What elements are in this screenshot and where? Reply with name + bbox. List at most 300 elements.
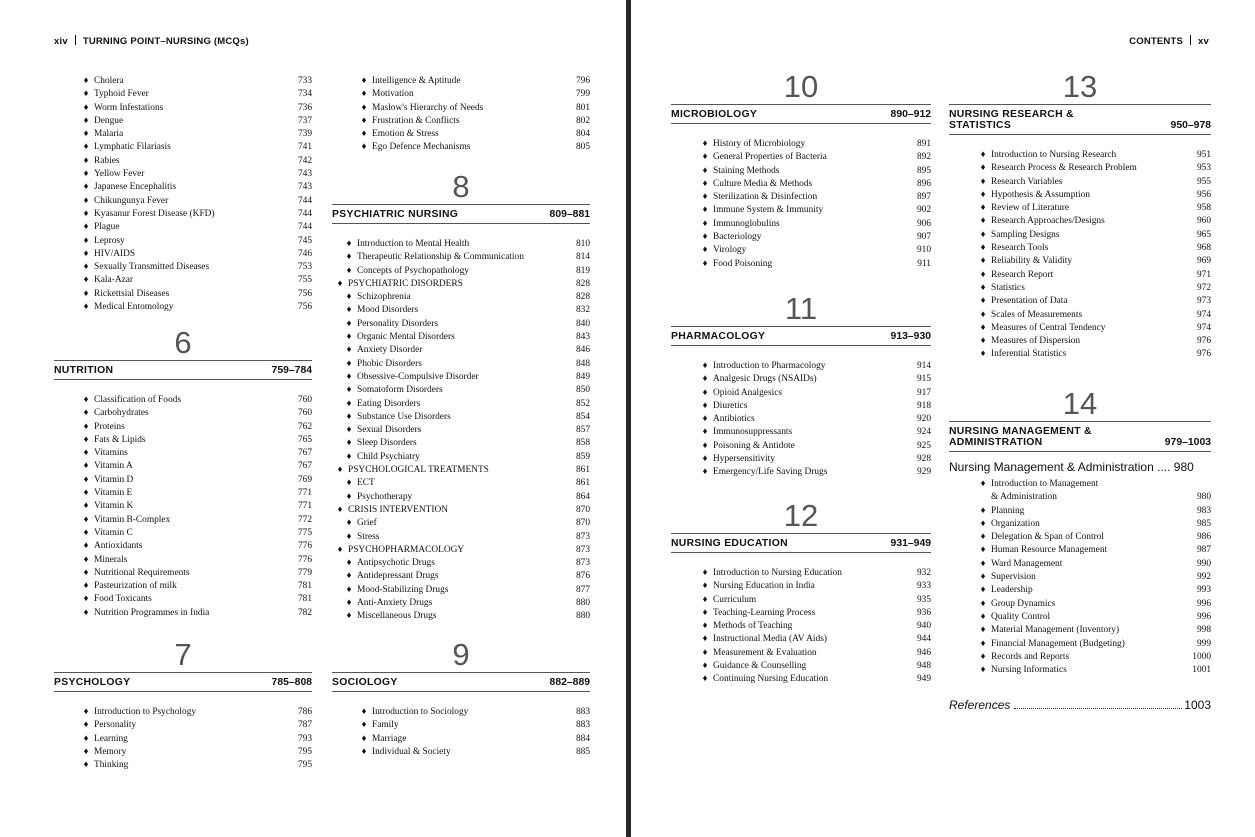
item-label: Nutrition Programmes in India	[94, 607, 210, 618]
list-item	[975, 242, 1211, 255]
list-item	[332, 464, 590, 477]
item-page: 917	[916, 387, 931, 398]
list-item	[332, 451, 590, 464]
list-item	[332, 557, 590, 570]
bullet-icon: ♦	[361, 115, 367, 126]
item-page: 932	[916, 568, 931, 578]
item-page: 765	[297, 434, 312, 445]
item-label: Sampling Designs	[991, 229, 1060, 240]
item-page: 819	[575, 265, 590, 276]
item-label: Guidance & Counselling	[713, 661, 807, 672]
item-page: 769	[297, 474, 312, 485]
item-page: 986	[1196, 532, 1211, 543]
item-page: 743	[297, 169, 312, 180]
item-page: 880	[575, 598, 590, 609]
item-page: 973	[1196, 296, 1211, 307]
list-item	[78, 759, 312, 772]
item-page: 771	[297, 488, 312, 499]
list-item	[697, 165, 931, 178]
list-item	[697, 373, 931, 386]
bullet-icon: ♦	[702, 594, 708, 605]
bullet-icon: ♦	[702, 414, 708, 425]
item-label: Sexual Disorders	[357, 425, 422, 436]
list-item	[697, 218, 931, 231]
item-page: 848	[575, 358, 590, 369]
list-item	[975, 531, 1211, 544]
item-label: Immunoglobulins	[713, 218, 780, 229]
bullet-icon: ♦	[361, 746, 367, 757]
item-label: Motivation	[372, 89, 414, 100]
bullet-icon: ♦	[702, 581, 708, 592]
bullet-icon: ♦	[980, 296, 986, 307]
bullet-icon: ♦	[980, 532, 986, 543]
item-page: 915	[916, 374, 931, 385]
item-label: Delegation & Span of Control	[991, 532, 1105, 543]
item-label: Introduction to Nursing Research	[991, 150, 1117, 160]
list-item	[78, 75, 312, 88]
item-page: 920	[916, 414, 931, 425]
chapter-number: 10	[783, 69, 819, 104]
item-label: Introduction to Sociology	[372, 707, 469, 717]
item-label: Nursing Informatics	[991, 665, 1067, 676]
toc-list	[356, 706, 590, 759]
list-item	[356, 128, 590, 141]
bullet-icon: ♦	[346, 265, 352, 276]
item-page: 744	[297, 222, 312, 233]
bullet-icon: ♦	[83, 448, 89, 459]
chapter-page-range: 882–889	[549, 677, 590, 688]
item-page: 873	[575, 544, 590, 555]
item-label: Personality	[94, 720, 137, 731]
chapter-title: PSYCHOLOGY	[54, 677, 131, 688]
item-page: 985	[1196, 518, 1211, 529]
item-page: 776	[297, 554, 312, 565]
list-item	[975, 598, 1211, 611]
item-page: 741	[297, 142, 312, 153]
bullet-icon: ♦	[337, 504, 343, 515]
item-label: Yellow Fever	[94, 169, 145, 180]
bullet-icon: ♦	[346, 478, 352, 489]
item-page: 907	[916, 232, 931, 243]
list-item	[78, 567, 312, 580]
chapter-heading	[54, 360, 312, 380]
list-item	[78, 580, 312, 593]
bullet-icon: ♦	[980, 163, 986, 174]
chapter-title: NURSING EDUCATION	[671, 538, 788, 549]
bullet-icon: ♦	[346, 239, 352, 249]
bullet-icon: ♦	[346, 491, 352, 502]
item-page: 742	[297, 155, 312, 166]
item-label: Worm Infestations	[94, 102, 164, 113]
chapter-10-block	[671, 70, 931, 271]
bullet-icon: ♦	[83, 76, 89, 86]
chapter-title: PHARMACOLOGY	[671, 331, 766, 342]
item-label: Continuing Nursing Education	[713, 674, 829, 685]
item-page: 745	[297, 235, 312, 246]
bullet-icon: ♦	[980, 336, 986, 347]
list-item	[697, 620, 931, 633]
list-item	[975, 149, 1211, 162]
list-item	[78, 248, 312, 261]
bullet-icon: ♦	[346, 571, 352, 582]
item-page: 948	[916, 661, 931, 672]
bullet-icon: ♦	[83, 208, 89, 219]
bullet-icon: ♦	[980, 269, 986, 280]
list-item	[78, 208, 312, 221]
list-item	[78, 540, 312, 553]
bullet-icon: ♦	[83, 395, 89, 405]
bullet-icon: ♦	[83, 527, 89, 538]
item-label: Curriculum	[713, 594, 757, 605]
bullet-icon: ♦	[702, 165, 708, 176]
item-page: 850	[575, 385, 590, 396]
chapter-number: 13	[1062, 69, 1098, 104]
item-page: 883	[575, 707, 590, 717]
chapter-title-line-1: NURSING MANAGEMENT &	[949, 426, 1092, 437]
left-folio: xiv	[54, 36, 68, 47]
item-page: 971	[1196, 269, 1211, 280]
bullet-icon: ♦	[83, 707, 89, 717]
bullet-icon: ♦	[346, 611, 352, 622]
list-item	[332, 477, 590, 490]
item-page: 992	[1196, 572, 1211, 583]
bullet-icon: ♦	[346, 385, 352, 396]
item-label: Measures of Dispersion	[991, 336, 1081, 347]
item-page: 870	[575, 518, 590, 529]
list-item	[697, 400, 931, 413]
list-item	[697, 466, 931, 479]
item-page: 756	[297, 302, 312, 313]
item-page: 987	[1196, 545, 1211, 556]
item-label: Planning	[991, 505, 1025, 516]
list-item	[78, 155, 312, 168]
item-page: 793	[297, 733, 312, 744]
list-item	[697, 673, 931, 686]
bullet-icon: ♦	[346, 451, 352, 462]
list-item	[78, 706, 312, 719]
list-item	[697, 594, 931, 607]
book-title: TURNING POINT–NURSING (MCQs)	[82, 36, 249, 47]
bullet-icon: ♦	[980, 229, 986, 240]
bullet-icon: ♦	[346, 318, 352, 329]
list-item	[78, 421, 312, 434]
item-page: 949	[916, 674, 931, 685]
item-page: 968	[1196, 243, 1211, 254]
item-page: 877	[575, 584, 590, 595]
item-label: Frustration & Conflicts	[372, 115, 460, 126]
bullet-icon: ♦	[980, 322, 986, 333]
list-item	[78, 487, 312, 500]
bullet-icon: ♦	[83, 514, 89, 525]
item-page: 996	[1196, 598, 1211, 609]
bullet-icon: ♦	[702, 178, 708, 189]
bullet-icon: ♦	[361, 733, 367, 744]
bullet-icon: ♦	[83, 760, 89, 771]
bullet-icon: ♦	[83, 733, 89, 744]
list-item	[332, 584, 590, 597]
chapter-page-range: 785–808	[271, 677, 312, 688]
bullet-icon: ♦	[702, 427, 708, 438]
item-label: Fats & Lipids	[94, 434, 146, 445]
toc-list	[332, 238, 590, 624]
chapter-8-block	[332, 170, 590, 624]
list-item	[975, 255, 1211, 268]
list-item	[697, 440, 931, 453]
item-label: Leprosy	[94, 235, 125, 246]
toc-list-continued	[356, 75, 590, 155]
item-page: 892	[916, 152, 931, 163]
item-label: Intelligence & Aptitude	[372, 76, 461, 86]
bullet-icon: ♦	[702, 205, 708, 216]
bullet-icon: ♦	[980, 203, 986, 214]
item-label: Marriage	[372, 733, 407, 744]
chapter-number: 12	[783, 498, 819, 533]
list-item	[697, 607, 931, 620]
list-item	[332, 504, 590, 517]
item-label: Concepts of Psychopathology	[357, 265, 469, 276]
list-item	[78, 434, 312, 447]
bullet-icon: ♦	[702, 454, 708, 465]
left-page	[0, 0, 626, 837]
item-label: Vitamin D	[94, 474, 134, 485]
list-item	[697, 258, 931, 271]
references-block	[949, 698, 1211, 712]
list-item	[975, 505, 1211, 518]
item-label: Substance Use Disorders	[357, 411, 451, 422]
item-label: Obsessive-Compulsive Disorder	[357, 371, 479, 382]
bullet-icon: ♦	[702, 647, 708, 658]
bullet-icon: ♦	[346, 305, 352, 316]
item-label: Group Dynamics	[991, 598, 1056, 609]
list-item	[78, 719, 312, 732]
item-label: Emotion & Stress	[372, 129, 439, 140]
list-item	[697, 660, 931, 673]
item-label: Vitamin E	[94, 488, 133, 499]
item-label: Therapeutic Relationship & Communication	[357, 252, 524, 263]
chapter-number: 9	[452, 637, 470, 672]
item-page: 980	[1196, 492, 1211, 503]
item-page: 852	[575, 398, 590, 409]
item-page: 767	[297, 448, 312, 459]
bullet-icon: ♦	[980, 665, 986, 676]
bullet-icon: ♦	[83, 720, 89, 731]
item-page: 795	[297, 746, 312, 757]
item-page: 861	[575, 465, 590, 476]
bullet-icon: ♦	[83, 501, 89, 512]
item-page: 972	[1196, 282, 1211, 293]
chapter-heading	[54, 672, 312, 692]
list-item	[332, 291, 590, 304]
bullet-icon: ♦	[361, 142, 367, 153]
item-page: 990	[1196, 558, 1211, 569]
list-item	[332, 517, 590, 530]
list-item	[332, 411, 590, 424]
bullet-icon: ♦	[702, 232, 708, 243]
chapter-title: MICROBIOLOGY	[671, 109, 758, 120]
list-item	[332, 491, 590, 504]
list-item	[78, 288, 312, 301]
bullet-icon: ♦	[361, 76, 367, 86]
list-item	[78, 115, 312, 128]
item-label: Japanese Encephalitis	[94, 182, 176, 193]
item-label: Antibiotics	[713, 414, 755, 425]
list-item	[332, 531, 590, 544]
item-page: 983	[1196, 505, 1211, 516]
item-label: PSYCHOLOGICAL TREATMENTS	[348, 465, 489, 476]
list-item	[697, 453, 931, 466]
bullet-icon: ♦	[702, 607, 708, 618]
bullet-icon: ♦	[980, 651, 986, 662]
chapter-6-block	[54, 326, 312, 620]
item-page: 828	[575, 278, 590, 289]
right-page	[631, 0, 1255, 837]
item-page: 760	[297, 395, 312, 405]
list-item	[332, 610, 590, 623]
bullet-icon: ♦	[346, 398, 352, 409]
bullet-icon: ♦	[83, 195, 89, 206]
bullet-icon: ♦	[346, 332, 352, 343]
list-item	[78, 746, 312, 759]
item-label: Ward Management	[991, 558, 1063, 569]
bullet-icon: ♦	[83, 115, 89, 126]
list-item	[332, 424, 590, 437]
list-item	[975, 571, 1211, 584]
bullet-icon: ♦	[83, 541, 89, 552]
item-label: Miscellaneous Drugs	[357, 611, 437, 622]
item-label: Rickettsial Diseases	[94, 288, 170, 299]
bullet-icon: ♦	[980, 282, 986, 293]
chapter-heading	[671, 326, 931, 346]
list-item	[975, 322, 1211, 335]
bullet-icon: ♦	[83, 142, 89, 153]
item-label: Quality Control	[991, 611, 1051, 622]
chapter-heading	[671, 104, 931, 124]
list-item	[78, 447, 312, 460]
item-label: Diuretics	[713, 400, 748, 411]
list-item	[975, 584, 1211, 597]
chapter-title-line-2: ADMINISTRATION	[949, 437, 1043, 448]
item-label: Supervision	[991, 572, 1036, 583]
item-label: Introduction to Nursing Education	[713, 568, 842, 578]
item-label: PSYCHIATRIC DISORDERS	[348, 278, 463, 289]
chapter-number: 7	[174, 637, 192, 672]
item-page: 897	[916, 192, 931, 203]
bullet-icon: ♦	[702, 361, 708, 371]
bullet-icon: ♦	[83, 594, 89, 605]
bullet-icon: ♦	[83, 567, 89, 578]
item-page: 999	[1196, 638, 1211, 649]
bullet-icon: ♦	[337, 465, 343, 476]
chapter-page-range: 979–1003	[1164, 437, 1211, 448]
dot-leader	[1014, 708, 1182, 709]
list-item	[975, 229, 1211, 242]
chapter-heading	[949, 421, 1211, 452]
bullet-icon: ♦	[980, 243, 986, 254]
list-item	[78, 500, 312, 513]
chapter-11-block	[671, 292, 931, 480]
item-label: Medical Entomology	[94, 302, 174, 313]
bullet-icon: ♦	[83, 474, 89, 485]
item-page: 767	[297, 461, 312, 472]
item-page: 756	[297, 288, 312, 299]
item-page: 796	[575, 76, 590, 86]
item-page: 775	[297, 527, 312, 538]
item-page: 772	[297, 514, 312, 525]
list-item	[975, 189, 1211, 202]
item-label: Grief	[357, 518, 377, 529]
list-item	[78, 235, 312, 248]
bullet-icon: ♦	[980, 545, 986, 556]
list-item	[697, 151, 931, 164]
bullet-icon: ♦	[83, 581, 89, 592]
item-label: Antipsychotic Drugs	[357, 558, 435, 569]
chapter-9-block	[332, 638, 590, 759]
item-label: Sleep Disorders	[357, 438, 417, 449]
item-page: 828	[575, 292, 590, 303]
item-label: Vitamin A	[94, 461, 133, 472]
item-label: HIV/AIDS	[94, 248, 136, 259]
item-page: 944	[916, 634, 931, 645]
list-item	[697, 633, 931, 646]
item-label: Vitamins	[94, 448, 128, 459]
item-label: Typhoid Fever	[94, 89, 149, 100]
item-label: Immunosuppressants	[713, 427, 793, 438]
list-item	[356, 706, 590, 719]
item-page: 746	[297, 248, 312, 259]
item-page: 891	[916, 139, 931, 149]
item-label: Pasteurization of milk	[94, 581, 177, 592]
bullet-icon: ♦	[346, 345, 352, 356]
chapter-page-range: 931–949	[890, 538, 931, 549]
item-label: Maslow's Hierarchy of Needs	[372, 102, 484, 113]
list-item	[975, 282, 1211, 295]
chapter-page-range: 950–978	[1170, 120, 1211, 131]
list-item	[697, 387, 931, 400]
item-page: 902	[916, 205, 931, 216]
list-item	[332, 570, 590, 583]
list-item	[975, 638, 1211, 651]
bullet-icon: ♦	[83, 275, 89, 286]
item-label: Opioid Analgesics	[713, 387, 783, 398]
item-label-line-1: Introduction to Management	[991, 479, 1099, 489]
bullet-icon: ♦	[346, 371, 352, 382]
bullet-icon: ♦	[83, 434, 89, 445]
item-page: 880	[575, 611, 590, 622]
list-item	[78, 141, 312, 154]
item-label: Organic Mental Disorders	[357, 332, 455, 343]
bullet-icon: ♦	[337, 278, 343, 289]
list-item	[697, 191, 931, 204]
item-label: Introduction to Psychology	[94, 707, 197, 717]
bullet-icon: ♦	[83, 461, 89, 472]
list-item	[332, 398, 590, 411]
item-label: Vitamin B-Complex	[94, 514, 171, 525]
chapter-page-range: 913–930	[890, 331, 931, 342]
item-label: Immune System & Immunity	[713, 205, 824, 216]
item-label: Somatoform Disorders	[357, 385, 443, 396]
list-item	[697, 647, 931, 660]
item-label: Financial Management (Budgeting)	[991, 638, 1125, 649]
item-page: 771	[297, 501, 312, 512]
item-label: Scales of Measurements	[991, 309, 1083, 320]
item-page: 924	[916, 427, 931, 438]
item-label: Presentation of Data	[991, 296, 1068, 307]
item-page: 744	[297, 208, 312, 219]
item-page: 795	[297, 760, 312, 771]
item-label: Hypothesis & Assumption	[991, 189, 1090, 200]
list-item	[697, 426, 931, 439]
item-page: 753	[297, 262, 312, 273]
